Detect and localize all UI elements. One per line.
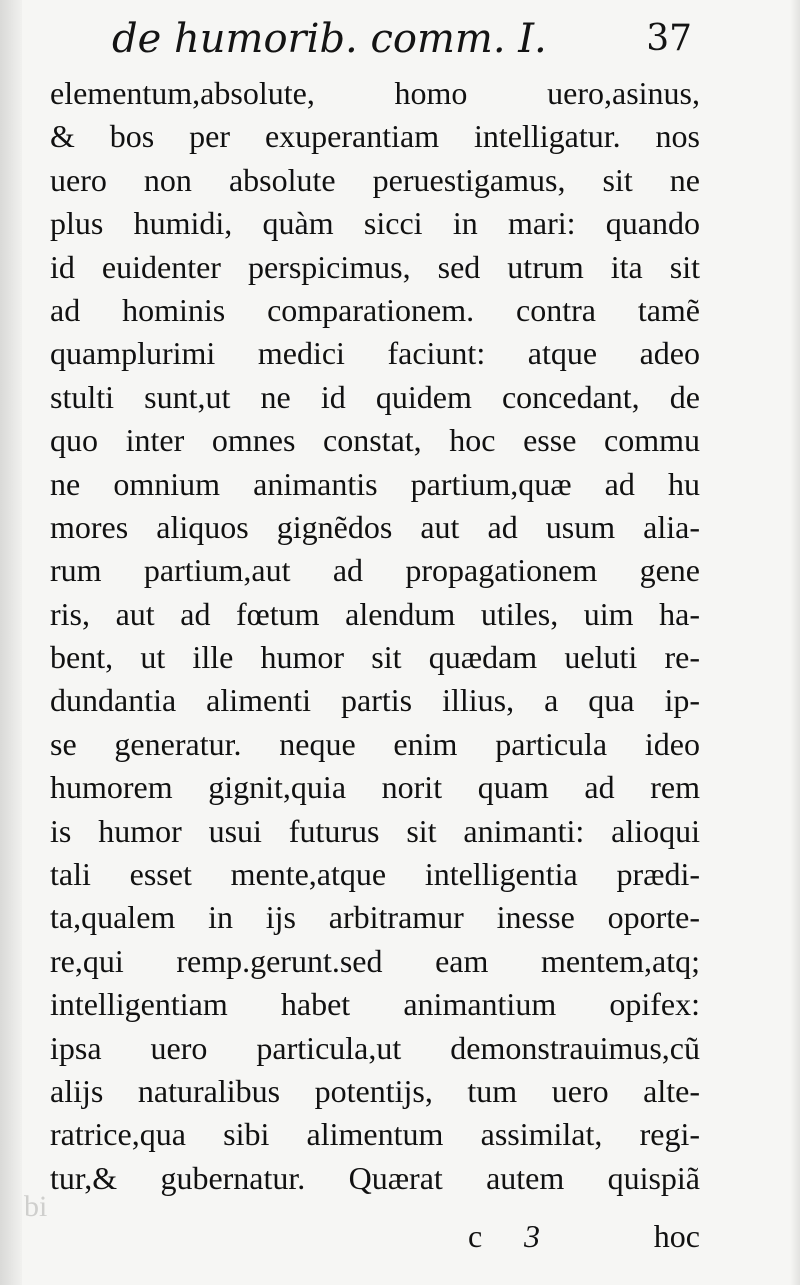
text-line: ratrice,qua sibi alimentum assimilat, regi- <box>50 1116 700 1153</box>
text-line: quo inter omnes constat, hoc esse commu <box>50 422 700 459</box>
running-head: de humorib. comm. I. <box>112 16 547 62</box>
text-line: ipsa uero particula,ut demonstrauimus,cũ <box>50 1029 700 1066</box>
text-line: mores aliquos gignẽdos aut ad usum alia- <box>50 508 700 545</box>
text-line: ad hominis comparationem. contra tamẽ <box>50 291 700 328</box>
text-line: is humor usui futurus sit animanti: alioqui <box>50 812 700 849</box>
text-line: intelligentiam habet animantium opifex: <box>50 986 700 1023</box>
text-line: bent, ut ille humor sit quædam ueluti re- <box>50 639 700 676</box>
page-edge-shadow <box>790 0 800 1285</box>
text-line: rum partium,aut ad propagationem gene <box>50 552 700 589</box>
signature-mark: c <box>468 1218 483 1254</box>
bleed-through-text: bi <box>24 1190 48 1223</box>
page-gutter-shadow <box>0 0 22 1285</box>
text-line: dundantia alimenti partis illius, a qua ip- <box>50 682 700 719</box>
text-line: ne omnium animantis partium,quæ ad hu <box>50 465 700 502</box>
text-line: uero non absolute peruestigamus, sit ne <box>50 161 700 198</box>
text-line: plus humidi, quàm sicci in mari: quando <box>50 205 700 242</box>
text-line: quamplurimi medici faciunt: atque adeo <box>50 335 700 372</box>
page-number: 37 <box>646 18 692 59</box>
text-line: id euidenter perspicimus, sed utrum ita sit <box>50 248 700 285</box>
text-line: humorem gignit,quia norit quam ad rem <box>50 769 700 806</box>
body-text <box>50 72 700 1200</box>
catchword: hoc <box>653 1218 700 1254</box>
text-line: tur,& gubernatur. Quærat autem quispiã <box>50 1159 700 1196</box>
text-line: tali esset mente,atque intelligentia prædi- <box>50 856 700 893</box>
text-line: re,qui remp.gerunt.sed eam mentem,atq; <box>50 942 700 979</box>
text-line: & bos per exuperantiam intelligatur. nos <box>50 118 700 155</box>
text-line: ris, aut ad fœtum alendum utiles, uim ha- <box>50 595 700 632</box>
signature-number: 3 <box>524 1218 540 1254</box>
text-line: elementum,absolute, homo uero,asinus, <box>50 75 700 111</box>
text-line: stulti sunt,ut ne id quidem concedant, de <box>50 378 700 415</box>
text-line: se generatur. neque enim particula ideo <box>50 725 700 762</box>
text-line: alijs naturalibus potentijs, tum uero alte- <box>50 1072 700 1109</box>
page-footer <box>460 1212 700 1262</box>
page-header <box>112 14 692 74</box>
text-line: ta,qualem in ijs arbitramur inesse oporte- <box>50 899 700 936</box>
